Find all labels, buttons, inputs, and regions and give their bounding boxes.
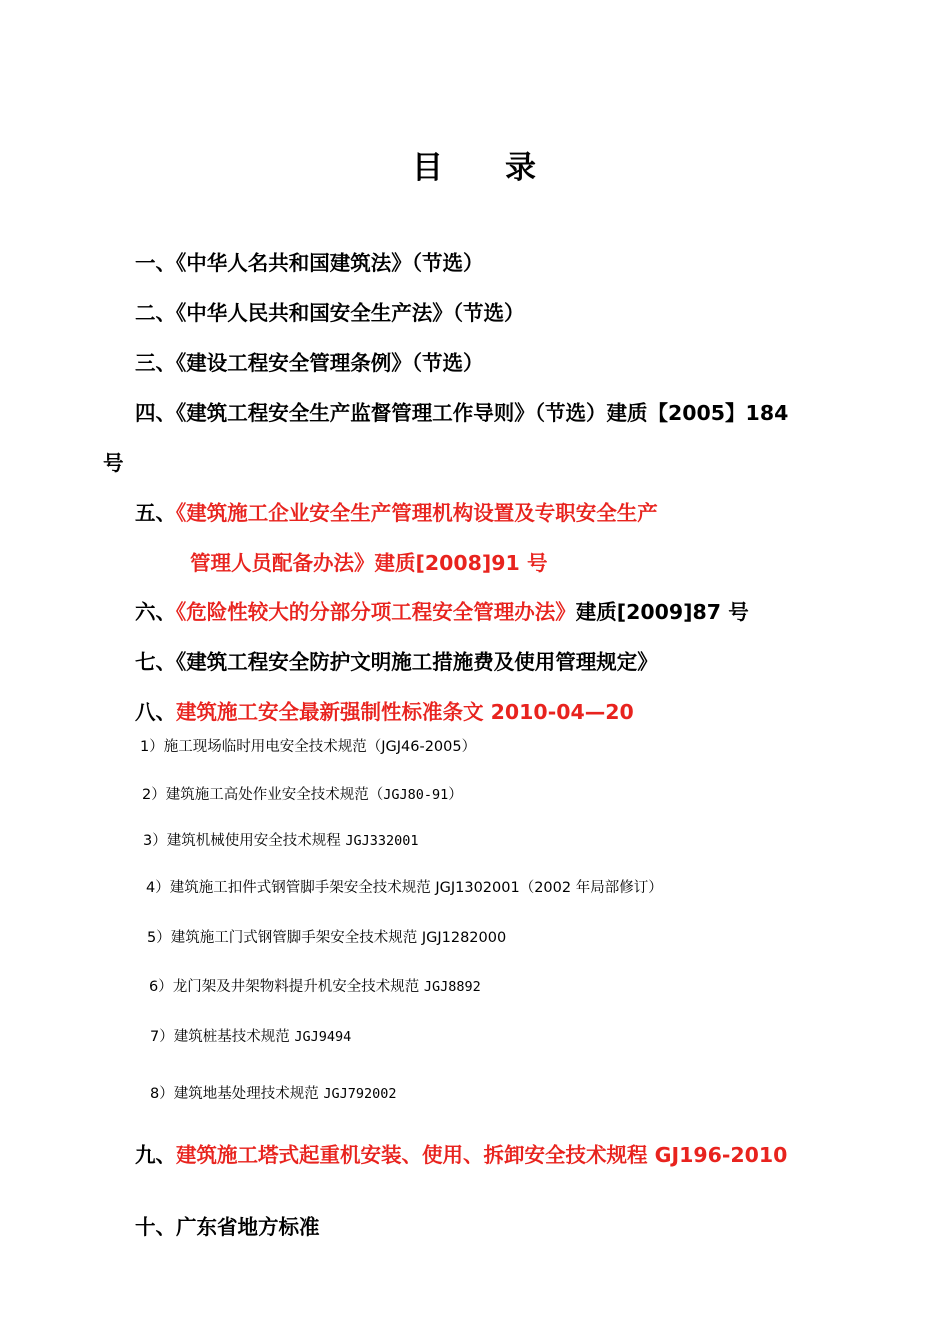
sub-item-8-text: 8）建筑地基处理技术规范 [150, 1086, 324, 1102]
title-char-1: 目 [412, 150, 445, 186]
sub-item-6-code: JGJ8892 [423, 979, 481, 995]
toc-item-5-number: 五、 [135, 501, 176, 525]
toc-item-6-title: 《危险性较大的分部分项工程安全管理办法》 [176, 600, 576, 624]
toc-item-5-line-2: 管理人员配备办法》建质[2008]91 号 [190, 551, 548, 575]
toc-item-6-ref: 建质[2009]87 号 [575, 600, 749, 624]
sub-item-6 [149, 977, 481, 997]
sub-item-3-code: JGJ332001 [345, 833, 419, 849]
sub-item-3 [143, 831, 419, 851]
sub-item-5: 5）建筑施工门式钢管脚手架安全技术规范 JGJ1282000 [147, 930, 507, 946]
toc-item-4-line-2: 号 [103, 451, 124, 475]
sub-item-8 [150, 1084, 397, 1104]
toc-item-9-number: 九、 [135, 1143, 176, 1167]
toc-item-9-title: 建筑施工塔式起重机安装、使用、拆卸安全技术规程 GJ196-2010 [176, 1143, 788, 1167]
sub-item-1: 1）施工现场临时用电安全技术规范（JGJ46-2005） [140, 739, 477, 755]
sub-item-2-text: 2）建筑施工高处作业安全技术规范（ [142, 787, 384, 803]
toc-item-6-number: 六、 [135, 600, 176, 624]
toc-item-8-number: 八、 [135, 700, 176, 724]
toc-item-10: 十、广东省地方标准 [135, 1215, 320, 1239]
sub-item-2-end: ） [448, 787, 463, 803]
sub-item-2-code: JGJ80-91 [383, 787, 449, 803]
toc-item-5-title: 《建筑施工企业安全生产管理机构设置及专职安全生产 [176, 501, 658, 525]
sub-item-3-text: 3）建筑机械使用安全技术规程 [143, 833, 346, 849]
sub-item-2 [142, 785, 463, 805]
toc-item-2: 二、《中华人民共和国安全生产法》（节选） [135, 301, 525, 325]
title-char-2: 录 [505, 150, 538, 186]
sub-item-7-text: 7）建筑桩基技术规范 [150, 1029, 295, 1045]
sub-item-6-text: 6）龙门架及井架物料提升机安全技术规范 [149, 979, 424, 995]
toc-item-7: 七、《建筑工程安全防护文明施工措施费及使用管理规定》 [135, 650, 658, 674]
toc-item-4-line-1: 四、《建筑工程安全生产监督管理工作导则》（节选）建质【2005】184 [135, 401, 789, 425]
toc-item-5-line-1 [135, 499, 658, 527]
sub-item-4: 4）建筑施工扣件式钢管脚手架安全技术规范 JGJ1302001（2002 年局部修订） [146, 880, 663, 896]
toc-item-6 [135, 598, 749, 626]
toc-item-8-title: 建筑施工安全最新强制性标准条文 2010-04—20 [176, 700, 634, 724]
sub-item-8-code: JGJ792002 [323, 1086, 397, 1102]
toc-item-8 [135, 698, 634, 726]
toc-item-1: 一、《中华人名共和国建筑法》（节选） [135, 251, 484, 275]
toc-item-3: 三、《建设工程安全管理条例》（节选） [135, 351, 484, 375]
sub-item-7-code: JGJ9494 [294, 1029, 352, 1045]
page-title [0, 142, 950, 187]
toc-item-9 [135, 1141, 787, 1169]
sub-item-7 [150, 1027, 351, 1047]
